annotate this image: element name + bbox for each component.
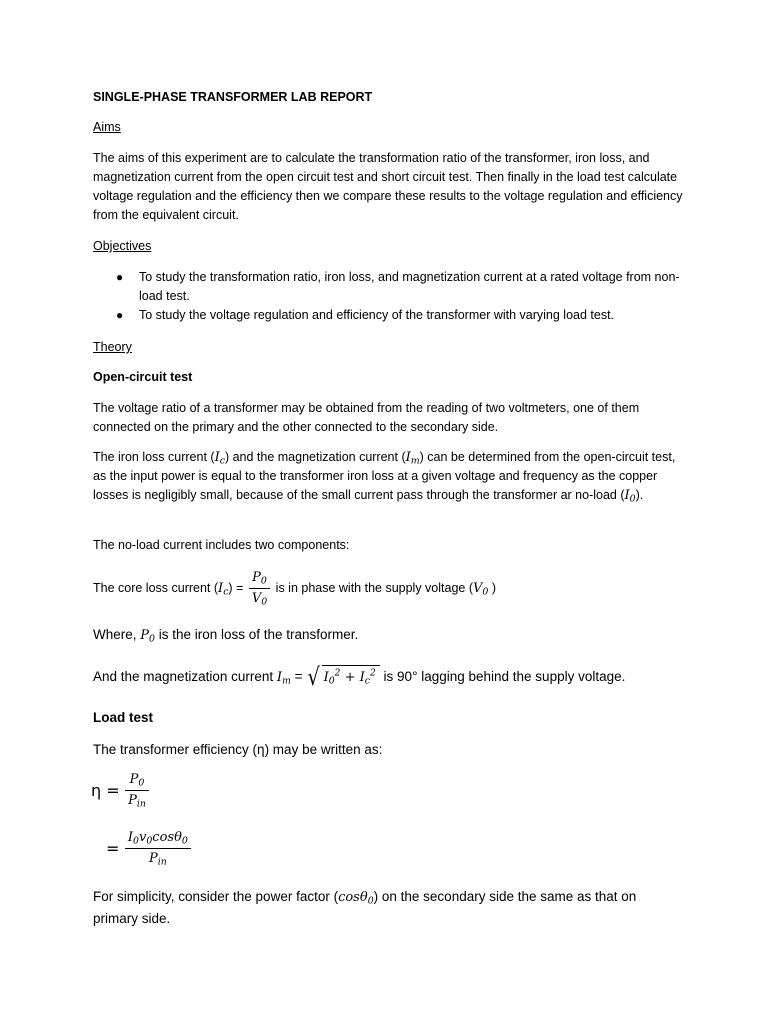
bullet-icon: ● (116, 308, 124, 322)
bullet-icon: ● (116, 270, 124, 284)
objectives-list (93, 268, 683, 325)
report-title: SINGLE-PHASE TRANSFORMER LAB REPORT (93, 90, 373, 104)
iron-loss-paragraph: The iron loss current $(I_c)$ and the magnetization current $(I_m)$ can be determined from the open-circuit test, as the input power is equal to the transformer iron loss at a given voltage and frequency as the copper losses is negligibly small, because of the small current pass through the transformer ar no-load $(I_0)$. (93, 450, 676, 505)
aims-paragraph: The aims of this experiment are to calculate the transformation ratio of the transformer, iron loss, and magnetization current from the open circuit test and short circuit test. Then finally in the load test calculate voltage regulation and the efficiency then we compare these results to the voltage regulation and efficiency from the equivalent circuit. (93, 151, 683, 222)
efficiency-intro: The transformer efficiency (η) may be written as: (93, 742, 383, 757)
theory-heading: Theory (93, 340, 132, 354)
square-root: √ $I_0^2 + I_c^2$ (306, 665, 380, 689)
core-loss-equation: The core loss current $(I_c)$ = $\frac{P_0}{V_0}$ is in phase with the supply voltage ($V_0$ ) (93, 570, 496, 608)
i0-symbol: $I_0$ (624, 488, 636, 505)
core-loss-fraction: $\frac{P_0}{V_0}$ (249, 568, 270, 609)
objective-item (93, 306, 683, 325)
im-symbol: $I_m$ (405, 450, 420, 467)
efficiency-equation-1: η = $\frac{P_0}{P_{in}}$ (91, 770, 681, 811)
open-circuit-heading: Open-circuit test (93, 370, 193, 384)
efficiency-equation-2: = $\frac{I_0v_0\cos\theta_0}{P_{in}}$ (106, 828, 696, 869)
power-factor-paragraph: For simplicity, consider the power factor (cosθ$_0$) on the secondary side the same as that on primary side. (93, 889, 637, 926)
objective-text: To study the voltage regulation and efficiency of the transformer with varying load test. (139, 308, 615, 322)
efficiency-fraction-1: $\frac{P_0}{P_{in}}$ (125, 770, 149, 811)
radical-icon: √ (307, 663, 321, 692)
objectives-heading: Objectives (93, 239, 152, 253)
voltage-ratio-paragraph: The voltage ratio of a transformer may be obtained from the reading of two voltmeters, one of them connected on the primary and the other connected to the secondary side. (93, 401, 640, 434)
aims-heading: Aims (93, 120, 121, 134)
ic-symbol: $I_c$ (214, 450, 225, 467)
magnetization-equation: And the magnetization current $I_m$ = √ $I_0^2 + I_c^2$ is 90° lagging behind the supply voltage. (93, 663, 626, 692)
load-test-heading: Load test (93, 710, 154, 725)
objective-text: To study the transformation ratio, iron loss, and magnetization current at a rated voltage from non-load test. (139, 270, 680, 303)
efficiency-fraction-2: $\frac{I_0v_0\cos\theta_0}{P_{in}}$ (125, 828, 191, 869)
no-load-paragraph: The no-load current includes two components: (93, 538, 350, 552)
where-line: Where, $P_0$ is the iron loss of the transformer. (93, 627, 359, 645)
objective-item (93, 268, 683, 306)
